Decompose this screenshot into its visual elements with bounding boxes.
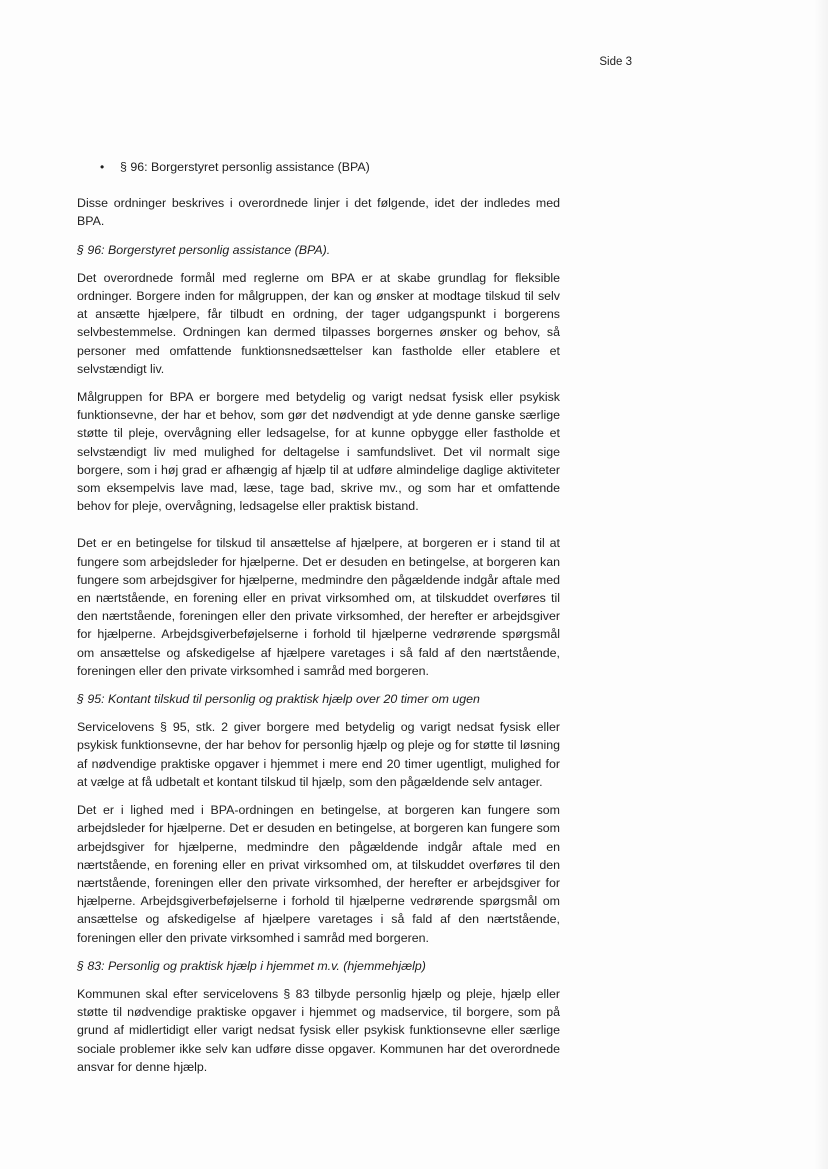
document-body: [77, 158, 560, 1086]
intro-paragraph: Disse ordninger beskrives i overordnede linjer i det følgende, idet der indledes med BPA.: [77, 196, 560, 229]
section-heading-83: § 83: Personlig og praktisk hjælp i hjemmet m.v. (hjemmehjælp): [77, 958, 426, 973]
paragraph-95-conditions: Det er i lighed med i BPA-ordningen en betingelse, at borgeren kan fungere som arbejdsleder for hjælperne. Det er desuden en betingelse, at borgeren kan fungere som arbejdsgiver for hjælperne, medmindre den pågældende indgår aftale med en nærtstående, en forening eller en privat virksomhed om, at tilskuddet overføres til den nærtstående, foreningen eller den private virksomhed, der herefter er arbejdsgiver for hjælperne. Arbejdsgiverbeføjelserne i forhold til hjælperne vedrørende spørgsmål om ansættelse og afskedigelse af hjælpere varetages i så fald af den nærtstående, foreningen eller den private virksomhed i samråd med borgeren.: [77, 803, 560, 945]
paragraph-83-home-help: Kommunen skal efter servicelovens § 83 tilbyde personlig hjælp og pleje, hjælp eller støtte til nødvendige praktiske opgaver i hjemmet og madservice, til borgere, som på grund af midlertidigt eller varigt nedsat fysisk eller psykisk funktionsevne eller særlige sociale problemer ikke selv kan udføre disse opgaver. Kommunen har det overordnede ansvar for denne hjælp.: [77, 986, 560, 1074]
paragraph-bpa-purpose: Det overordnede formål med reglerne om BPA er at skabe grundlag for fleksible ordninger. Borgere inden for målgruppen, der kan og ønsker at modtage tilskud til selv at ansætte hjælpere, får tilbudt en ordning, der tager udgangspunkt i borgerens selvbestemmelse. Ordningen kan dermed tilpasses borgernes ønsker og behov, så personer med omfattende funktionsnedsættelser kan fastholde eller etablere et selvstændigt liv.: [77, 270, 560, 376]
section-heading-bpa: § 96: Borgerstyret personlig assistance (BPA).: [77, 242, 331, 257]
bullet-list: [77, 158, 560, 176]
scan-edge-shadow: [814, 0, 828, 1169]
bullet-marker: •: [100, 160, 105, 174]
section-83: [77, 957, 560, 1076]
paragraph-bpa-conditions: Det er en betingelse for tilskud til ansættelse af hjælpere, at borgeren er i stand til at fungere som arbejdsleder for hjælperne. Det er desuden en betingelse, at borgeren kan fungere som arbejdsgiver for hjælperne, medmindre den pågældende indgår aftale med en nærtstående, en forening eller en privat virksomhed om, at tilskuddet overføres til den nærtstående, foreningen eller den private virksomhed, der herefter er arbejdsgiver for hjælperne. Arbejdsgiverbeføjelserne i forhold til hjælperne vedrørende spørgsmål om ansættelse og afskedigelse af hjælpere varetages i så fald af den nærtstående, foreningen eller den private virksomhed i samråd med borgeren.: [77, 536, 560, 678]
paragraph-95-entitlement: Servicelovens § 95, stk. 2 giver borgere med betydelig og varigt nedsat fysisk eller psykisk funktionsevne, der har behov for personlig hjælp og pleje og for støtte til løsning af nødvendige praktiske opgaver i hjemmet i mere end 20 timer ugentligt, mulighed for at vælge at få udbetalt et kontant tilskud til hjælp, som den pågældende selv antager.: [77, 720, 560, 789]
bullet-text: § 96: Borgerstyret personlig assistance (BPA): [120, 160, 370, 174]
paragraph-bpa-target-group: Målgruppen for BPA er borgere med betydelig og varigt nedsat fysisk eller psykisk funktionsevne, der har et behov, som gør det nødvendigt at yde denne ganske særlige støtte til pleje, overvågning eller ledsagelse, for at kunne opbygge eller fastholde et selvstændigt liv med mulighed for deltagelse i samfundslivet. Det vil normalt sige borgere, som i høj grad er afhængig af hjælp til at udføre almindelige daglige aktiviteter som eksempelvis lave mad, læse, tage bad, skrive mv., og som har et omfattende behov for pleje, overvågning, ledsagelse eller praktisk bistand.: [77, 390, 560, 514]
bullet-item-bpa: [77, 158, 560, 176]
section-95: [77, 690, 560, 947]
section-heading-95: § 95: Kontant tilskud til personlig og praktisk hjælp over 20 timer om ugen: [77, 692, 480, 707]
section-bpa: [77, 241, 560, 680]
page-number: Side 3: [599, 56, 632, 68]
